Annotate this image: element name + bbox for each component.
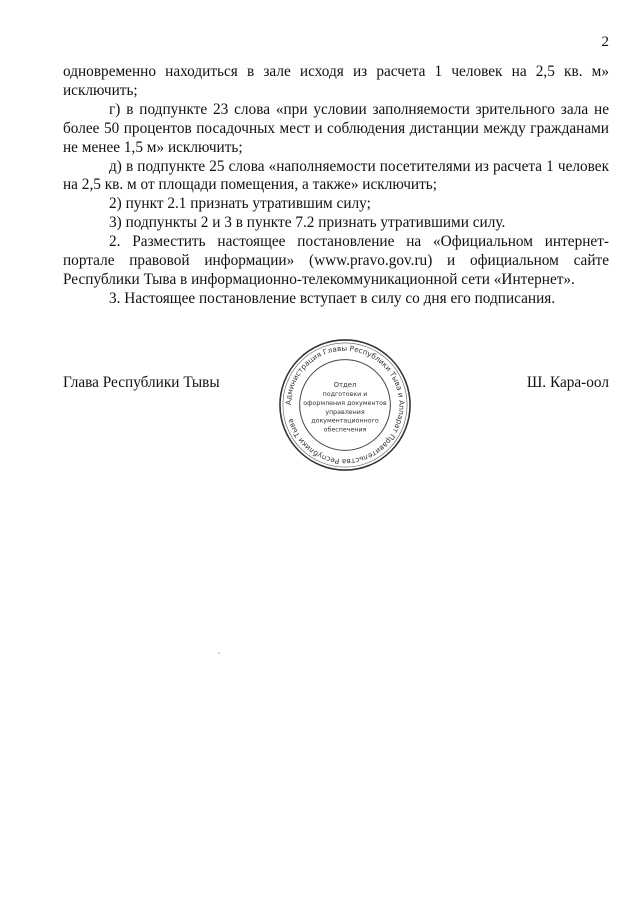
signatory-position: Глава Республики Тывы [63,374,220,391]
paragraph-item-g: г) в подпункте 23 слова «при условии заполняемости зрительного зала не более 50 процентов посадочных мест и соблюдения дистанции между гражданами не менее 1,5 м» исключить; [63,100,609,156]
page-number: 2 [601,34,609,50]
paragraph-item-d: д) в подпункте 25 слова «наполняемости посетителями из расчета 1 человек на 2,5 кв. м от площади помещения, а также» исключить; [63,157,609,194]
scan-speck [218,652,220,654]
seal-center-line-3: оформления документов [303,400,387,407]
seal-ring-text: Администрация Главы Республики Тыва и Аппарат Правительства Республики Тыва [283,343,407,467]
signatory-name: Ш. Кара-оол [526,374,609,391]
seal-center-line-4: управления [325,408,365,416]
paragraph-clause-2: 2. Разместить настоящее постановление на «Официальном интернет-портале правовой информации» (www.pravo.gov.ru) и официальном сайте Республики Тыва в информационно-телекоммуникационной сети «Интернет». [63,233,609,288]
paragraph-continuation: одновременно находиться в зале исходя из расчета 1 человек на 2,5 кв. м» исключить; [63,63,609,99]
paragraph-item-2: 2) пункт 2.1 признать утратившим силу; [109,195,371,213]
seal-center-line-5: документационного [311,417,379,425]
seal-center-line-2: подготовки и [322,391,368,399]
document-body [63,63,609,309]
paragraph-clause-3: 3. Настоящее постановление вступает в силу со дня его подписания. [109,289,556,307]
seal-center-line-6: обеспечения [323,426,367,434]
seal-center-line-1: Отдел [333,381,357,390]
official-seal [276,336,414,474]
paragraph-item-3: 3) подпункты 2 и 3 в пункте 7.2 признать утратившими силу. [109,214,506,232]
